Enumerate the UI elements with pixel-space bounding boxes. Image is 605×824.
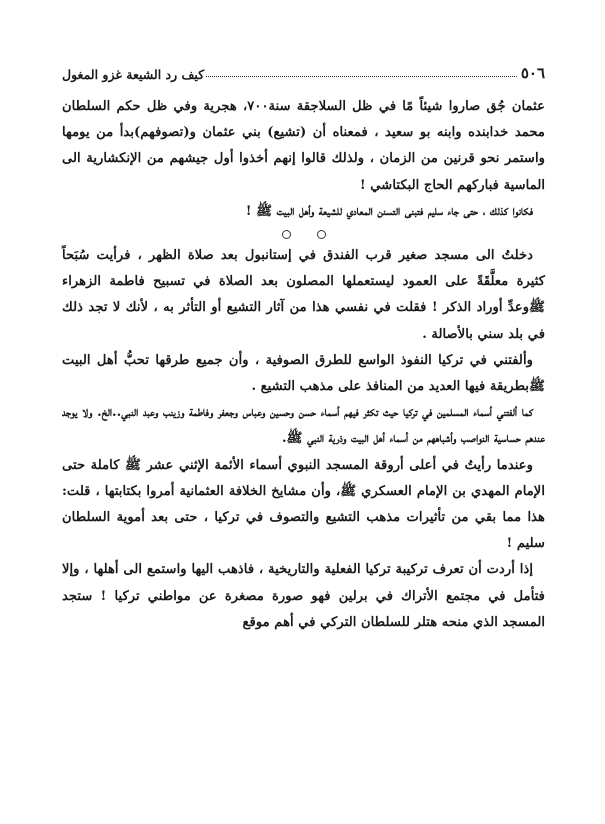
section-separator (62, 225, 545, 243)
paragraph: عثمان جُق صاروا شيئاً مًا في ظل السلاجقة سنة٧٠٠، هجرية وفي ظل حكم السلطان محمد خدابنده وابنه بو سعيد ، فمعناه أن (تشيع) بني عثمان و(تصوفهم)بدأ من يومها واستمر نحو قرنين من الزمان ، ولذلك قالوا إنهم أخذوا أول جيشهم من الإنكشارية الى الماسية فباركهم الحاج البكتاشي ! (62, 99, 546, 193)
page-header (62, 58, 545, 82)
paragraph: إذا أردت أن تعرف تركيبة تركيا الفعلية والتاريخية ، فاذهب اليها واستمع الى أهلها ، وإلا فتأمل في مجتمع الأتراك في برلين فهو صورة مصغرة عن مواطني تركيا ! ستجد المسجد الذي منحه هتلر للسلطان التركي في أهم موقع (62, 562, 545, 630)
paragraph: دخلتُ الى مسجد صغير قرب الفندق في إستانبول بعد صلاة الظهر ، فرأيت سُبَحاً كثيرة معلَّقَةً على العمود ليستعملها المصلون بعد الصلاة في تسبيح فاطمة الزهراء ﷺوعدِّ أوراد الذكر ! فقلت في نفسي هذا من آثار التشيع أو التأثر به ، لأنك لا تجد ذلك في بلد سني بالأصالة . (62, 248, 545, 342)
paragraph: وعندما رأيتُ في أعلى أروقة المسجد النبوي أسماء الأئمة الإثني عشر ﷺ كاملة حتى الإمام المهدي بن الإمام العسكري ﷺ، وأن مشايخ الخلافة العثمانية أمروا بكتابتها ، قلت: هذا مما بقي من تأثيرات مذهب التشيع والتصوف في تركيا ، حتى بعد أموية السلطان سليم ! (62, 457, 545, 552)
circle-ornament-icon (282, 230, 291, 239)
header-dotted-leader (206, 76, 517, 77)
paragraph: وألفتني في تركيا النفوذ الواسع للطرق الصوفية ، وأن جميع طرقها تحبُّ أهل البيت ﷺبطريقة فيها العديد من المنافذ على مذهب التشيع . (62, 352, 545, 395)
body-text (62, 94, 545, 636)
paragraph: كما ألفتني أسماء المسلمين في تركيا حيث تكثر فيهم أسماء حسن وحسين وعباس وجعفر وفاطمة وزينب وعبد النبي..الخ. ولا يوجد عندهم حساسية النواصب وأشباههم من أسماء أهل البيت وذرية النبي ﷺ. (62, 405, 545, 447)
page-number: ٥٠٦ (520, 64, 545, 82)
paragraph: فكانوا كذلك ، حتى جاء سليم فتبنى التسنن المعادي للشيعة وأهل البيت ﷺ ! (245, 203, 533, 219)
circle-ornament-icon (317, 230, 326, 239)
running-title: كيف رد الشيعة غزو المغول (62, 67, 205, 82)
